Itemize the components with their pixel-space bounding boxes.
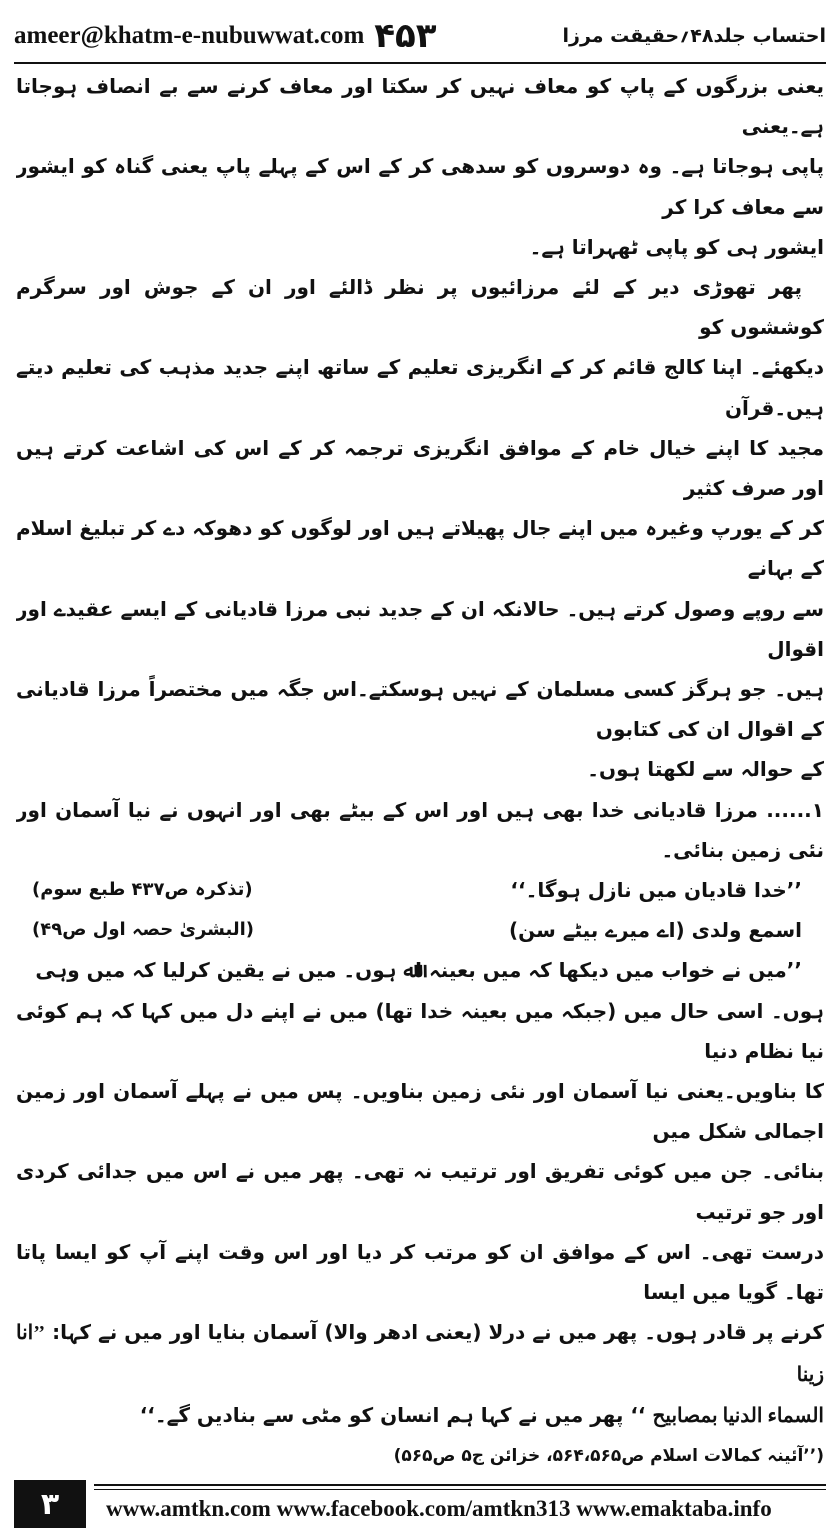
text-line: سے روپے وصول کرتے ہیں۔ حالانکہ ان کے جدید نبی مرزا قادیانی کے ایسے عقیدے اور اقوال [16,596,824,661]
text-line: درست تھی۔ اس کے موافق ان کو مرتب کر دیا اور اس وقت اپنے آپ کو ایسا پاتا تھا۔ گویا میں ایسا [16,1239,824,1305]
quote-text: اسمع ولدی (اے میرے بیٹے سن) [508,918,802,943]
text-segment: کرنے پر قادر ہوں۔ پھر میں نے درلا (یعنی ادھر والا) آسمان بنایا اور میں نے کہا: [52,1320,824,1345]
page-header [14,14,826,58]
text-line: یعنی بزرگوں کے پاپ کو معاف نہیں کر سکتا اور معاف کرنے سے بے انصاف ہوجاتا ہے۔یعنی [16,74,824,139]
text-line: ’’میں نے خواب میں دیکھا کہ میں بعینہ اﷲ ہوں۔ میں نے یقین کرلیا کہ میں وہی [35,958,802,983]
reference-line: (’’آئینہ کمالات اسلام ص۵۶۴،۵۶۵، خزائن ج۵ ص۵۶۵) [393,1445,824,1466]
book-title: احتساب جلد۴۸؍حقیقت مرزا [562,25,826,47]
quote-row-2 [16,910,824,950]
footer-page-badge: ۳ [14,1480,86,1528]
text-line: کر کے یورپ وغیرہ میں اپنے جال پھیلاتے ہیں اور لوگوں کو دھوکہ دے کر تبلیغ اسلام کے بہانے [16,516,824,581]
header-email[interactable]: ameer@khatm-e-nubuwwat.com [14,22,365,49]
text-line: ایشور ہی کو پاپی ٹھہراتا ہے۔ [529,234,824,259]
header-rule [14,62,826,64]
text-segment: ‘‘ پھر میں نے کہا ہم انسان کو مٹی سے بنادیں گے۔‘‘ [139,1402,646,1427]
arabic-verse-start: ’’انا زینا [16,1322,824,1386]
quote-row-1 [16,870,824,910]
text-line [16,1312,824,1394]
header-left [14,16,437,56]
text-line: کے حوالہ سے لکھتا ہوں۔ [587,757,824,782]
quote-reference: (البشریٰ حصہ اول ص۴۹) [32,919,254,941]
quote-reference: (تذکرہ ص۴۳۷ طبع سوم) [32,879,253,901]
text-line: پھر تھوڑی دیر کے لئے مرزائیوں پر نظر ڈالئے اور ان کے جوش اور سرگرم کوششوں کو [16,275,824,340]
text-line: بنائی۔ جن میں کوئی تفریق اور ترتیب نہ تھی۔ پھر میں نے اس میں جدائی کردی اور جو ترتیب [16,1159,824,1224]
text-line: کا بناویں۔یعنی نیا آسمان اور نئی زمین بناویں۔ پس میں نے پہلے آسمان اور زمین اجمالی شکل میں [16,1079,824,1144]
text-line: مجید کا اپنے خیال خام کے موافق انگریزی ترجمہ کر کے اس کی اشاعت کرتے ہیں اور صرف کثیر [16,435,824,501]
page-number: ۴۵۳ [374,16,437,56]
text-line: پاپی ہوجاتا ہے۔ وہ دوسروں کو سدھی کر کے اس کے پہلے پاپ یعنی گناہ کو ایشور سے معاف کرا کر [16,154,824,219]
page-footer [14,1480,826,1528]
numbered-heading-1: ۱...... مرزا قادیانی خدا بھی ہیں اور اس کے بیٹے بھی اور انہوں نے نیا آسمان اور نئی زمین بنائی۔ [16,797,824,862]
footer-rule-thin [94,1489,826,1490]
footer-rule [94,1484,826,1486]
arabic-verse-end: السماء الدنیا بمصابیح [652,1404,824,1427]
text-line [16,1395,824,1436]
text-line: ہیں۔ جو ہرگز کسی مسلمان کے نہیں ہوسکتے۔اس جگہ میں مختصراً مرزا قادیانی کے اقوال ان کی کتابوں [16,677,824,742]
page-body [16,66,824,1471]
footer-websites[interactable]: www.amtkn.com www.facebook.com/amtkn313 www.emaktaba.info [106,1496,772,1521]
quote-text: ’’خدا قادیان میں نازل ہوگا۔‘‘ [510,878,802,903]
text-line: ہوں۔ اسی حال میں (جبکہ میں بعینہ خدا تھا) میں نے اپنے دل میں کہا کہ ہم کوئی نیا نظام دنیا [16,998,824,1063]
text-line: دیکھئے۔ اپنا کالج قائم کر کے انگریزی تعلیم کے ساتھ اپنے جدید مذہب کی تعلیم دیتے ہیں۔قرآن [16,355,824,420]
